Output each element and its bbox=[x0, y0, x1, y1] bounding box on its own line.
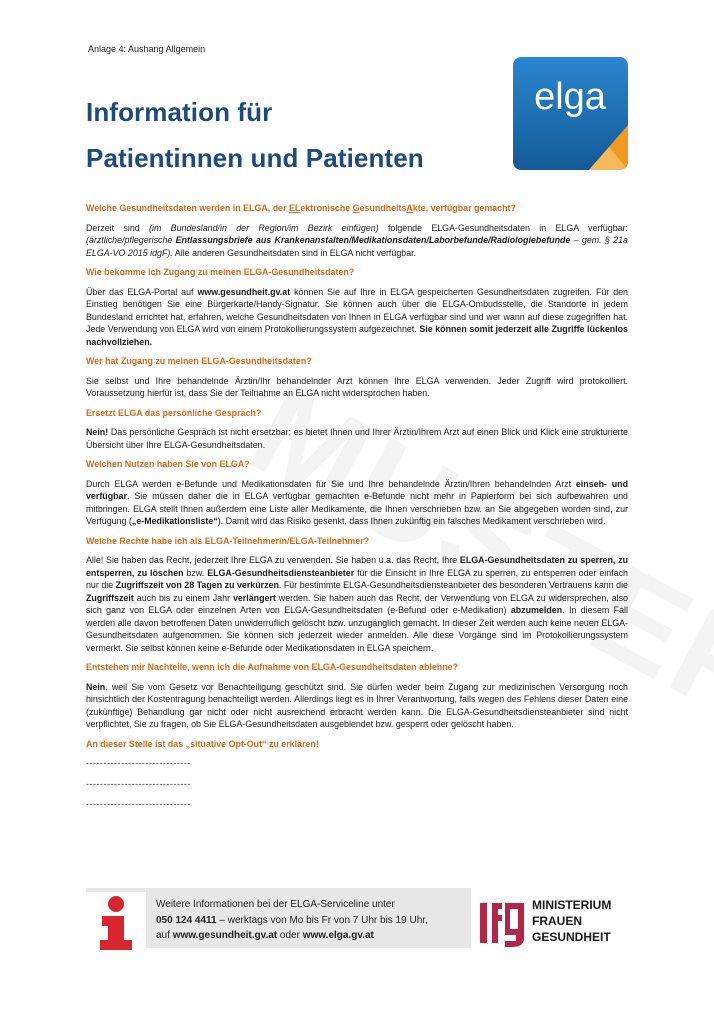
serviceline-phone[interactable]: 050 124 4411 bbox=[156, 914, 217, 926]
info-icon bbox=[86, 892, 146, 952]
ministry-logo-icon bbox=[478, 895, 526, 947]
link-gesundheit-footer[interactable]: www.gesundheit.gv.at bbox=[172, 930, 278, 941]
footer-line-3: auf www.gesundheit.gv.at oder www.elga.gv.at bbox=[156, 930, 374, 941]
footer-line-1: Weitere Informationen bei der ELGA-Serviceline unter bbox=[156, 899, 395, 910]
question-8: An dieser Stelle ist das „situative Opt-Out“ zu erklären! bbox=[86, 738, 319, 749]
question-2: Wie bekomme ich Zugang zu meinen ELGA-Gesundheitsdaten? bbox=[86, 267, 355, 277]
question-1: Welche Gesundheitsdaten werden in ELGA, der ELektronische GesundheitsAkte, verfügbar gemacht? bbox=[86, 203, 516, 213]
answer-6: Alle! Sie haben das Recht, jederzeit Ihre ELGA zu verwenden. Sie haben u.a. das Recht, Ihre ELGA-Gesundheitsdaten zu sperren, zu entsperren, zu löschen bzw. ELGA-Gesundheitsdiensteanbieter für die Einsicht in Ihre ELGA zu sperren, zu entsperren oder einfach nur die Zugriffszeit von 28 Tagen zu verkürzen. Für bestimmte ELGA-Gesundheitsdiensteanbieter des besonderen Vertrauens kann die Zugriffszeit auch bis zu einem Jahr verlängert werden. Sie haben auch das Recht, der Verwendung von ELGA zu widersprechen, also sich ganz von ELGA oder einzelnen Arten von ELGA-Gesundheitsdaten (e-Befund oder e-Medikation) abzumelden. In diesem Fall werden alle davon betroffenen Daten unwiderruflich gelöscht bzw. unzugänglich gemacht. In dieser Zeit werden auch keine neuen ELGA-Gesundheitsdaten aufgenommen. Sie können sich jederzeit wieder anmelden. Alle diese Vorgänge sind im Protokollierungssystem vermerkt. Sie selbst können keine e-Befunde oder Medikationsdaten in ELGA speichern. bbox=[86, 555, 629, 653]
answer-7: Nein, weil Sie vom Gesetz vor Benachteiligung geschützt sind. Sie dürfen weder beim Zugang zur medizinischen Versorgung noch hinsichtlich der Kostentragung benachteiligt werden. Allerdings liegt es in Ihrer Verantwortung, falls wegen des Fehlens dieser Daten eine (zukünftige) Behandlung gar nicht oder nicht ausreichend erbracht werden kann. Die ELGA-Gesundheitsdiensteanbieter sind nicht verpflichtet, Sie zu fragen, ob Sie ELGA-Gesundheitsdaten ausgeblendet bzw. gesperrt oder gelöscht haben. bbox=[86, 681, 628, 729]
page-title-line2: Patientinnen und Patienten bbox=[86, 143, 424, 173]
question-5: Welchen Nutzen haben Sie von ELGA? bbox=[86, 459, 250, 469]
fill-in-line-2: ------------------------------ bbox=[86, 778, 191, 789]
question-3: Wer hat Zugang zu meinen ELGA-Gesundheitsdaten? bbox=[86, 356, 312, 366]
annex-label: Anlage 4: Aushang Allgemein bbox=[88, 44, 206, 54]
main-content bbox=[86, 202, 628, 819]
answer-5: Durch ELGA werden e-Befunde und Medikationsdaten für Sie und Ihre behandelnde Ärztin/Ihren behandelnden Arzt einseh- und verfügbar. Sie müssen daher die in ELGA verfügbar gemachten e-Befunde nicht mehr in Papierform bei sich aufbewahren und mitbringen. ELGA stellt Ihnen außerdem eine Liste aller Medikamente, die Ihnen verschrieben bzw. an Sie abgegeben worden sind, zur Verfügung („e-Medikationsliste“). Damit wird das Risiko gesenkt, dass Ihnen zukünftig ein falsches Medikament verschrieben wird. bbox=[86, 478, 628, 526]
answer-4: Nein! Das persönliche Gespräch ist nicht ersetzbar; es bietet Ihnen und Ihrer Ärztin/Ihrem Arzt auf einen Blick und Klick eine strukturierte Übersicht über Ihre ELGA-Gesundheitsdaten. bbox=[86, 427, 628, 450]
footer-text bbox=[156, 897, 476, 944]
answer-2: Über das ELGA-Portal auf www.gesundheit.gv.at können Sie auf Ihre in ELGA gespeicherten Gesundheitsdaten zugreifen. Für den Einstieg benötigen Sie eine Bürgerkarte/Handy-Signatur. Sie können auch über die ELGA-Ombudsstelle, die Standorte in jedem Bundesland errichtet hat, erfahren, welche Gesundheitsdaten von Ihnen in ELGA verfügbar sind und wer wann auf diese zugegriffen hat. Jede Verwendung von ELGA wird von einem Protokollierungssystem aufgezeichnet. Sie können somit jederzeit alle Zugriffe lückenlos nachvollziehen. bbox=[86, 286, 628, 347]
elga-logo bbox=[513, 57, 628, 170]
footer-line-2: 050 124 4411 – werktags von Mo bis Fr von 7 Uhr bis 19 Uhr, bbox=[156, 914, 428, 926]
link-gesundheit[interactable]: www.gesundheit.gv.at bbox=[197, 286, 291, 297]
question-6: Welche Rechte habe ich als ELGA-Teilnehmerin/ELGA-Teilnehmer? bbox=[86, 535, 370, 546]
page-title-line1: Information für bbox=[86, 97, 273, 127]
answer-1: Derzeit sind (im Bundesland/in der Region/im Bezirk einfügen) folgende ELGA-Gesundheitsdaten in ELGA verfügbar: (ärztliche/pflegerische Entlassungsbriefe aus Krankenanstalten/Medikationsdaten/Laborbefunde/Radiologiebefunde – gem. § 21a ELGA-VO 2015 idgF). Alle anderen Gesundheitsdaten sind in ELGA nicht verfügbar. bbox=[86, 222, 628, 258]
link-elga[interactable]: www.elga.gv.at bbox=[302, 930, 374, 941]
question-7: Entstehen mir Nachteile, wenn ich die Aufnahme von ELGA-Gesundheitsdaten ablehne? bbox=[86, 662, 458, 672]
elga-logo-text: elga bbox=[534, 76, 606, 118]
fill-in-line-1: ------------------------------ bbox=[86, 758, 191, 768]
answer-3: Sie selbst und Ihre behandelnde Ärztin/Ihr behandelnder Arzt können Ihre ELGA verwenden. Jeder Zugriff wird protokolliert. Voraussetzung hierfür ist, dass Sie der Teilnahme an ELGA nicht widersprochen haben. bbox=[86, 375, 628, 398]
ministry-name: MINISTERIUM FRAUEN GESUNDHEIT bbox=[532, 898, 612, 944]
question-4: Ersetzt ELGA das persönliche Gespräch? bbox=[86, 407, 262, 418]
fill-in-line-3: ------------------------------ bbox=[86, 799, 191, 809]
